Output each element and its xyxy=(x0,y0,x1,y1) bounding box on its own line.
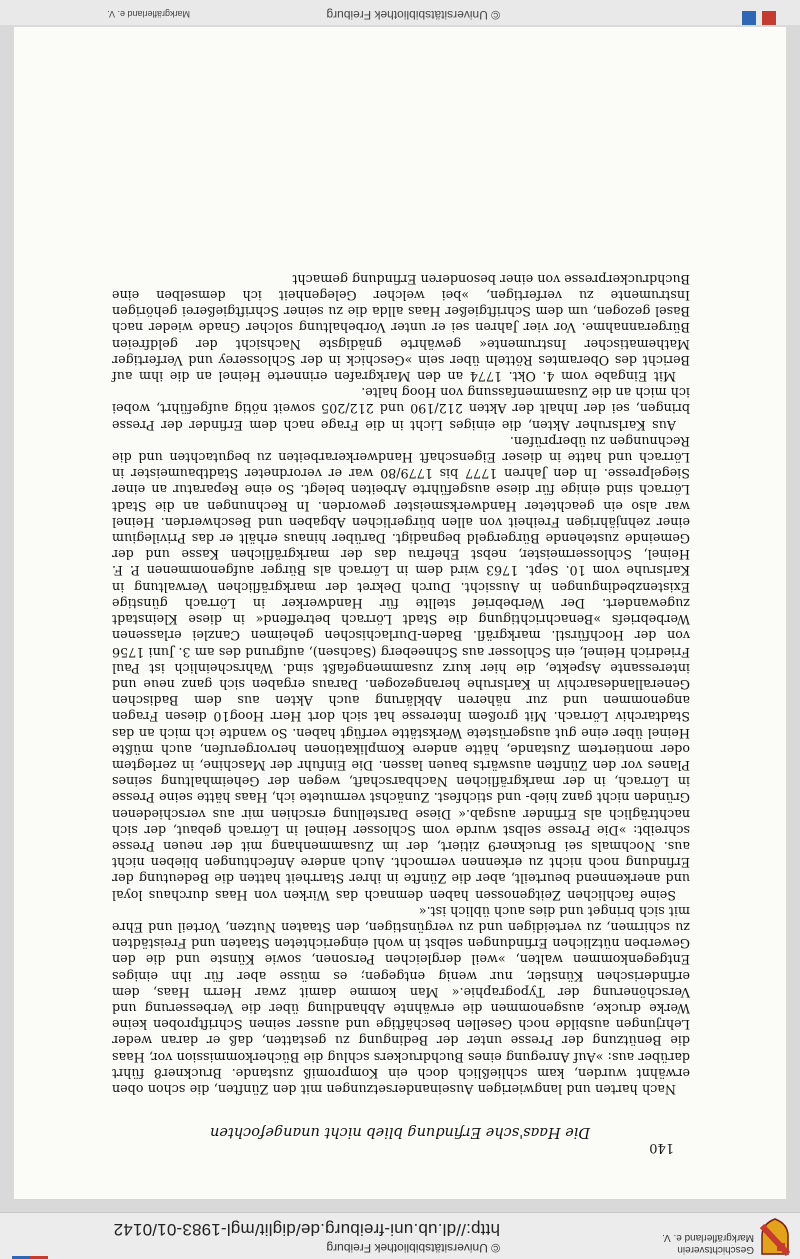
paragraph: Aus Karlsruher Akten, die einiges Licht in die Frage nach dem Erfinder der Presse bringen, sei der Inhalt der Akten 212/190 und 212/205 soweit nötig aufgeführt, wobei ich mich an die Zusammenfassung von Hoog halte. xyxy=(112,385,690,433)
association-line-1: Geschichtsverein xyxy=(677,1244,754,1255)
body-text xyxy=(112,271,690,1097)
accent-block-blue xyxy=(742,11,756,25)
association-line-2: Markgräflerland e. V. xyxy=(662,1232,754,1243)
header-bar xyxy=(0,1212,800,1259)
paragraph: Mit Eingabe vom 4. Okt. 1774 an den Markgrafen erinnerte Heinel an die ihm auf Bericht des Oberamtes Rötteln über sein »Geschick in der Schlosserey und Verfertiger Mathematischer Instrumente« gewährte gnädigste Nachsicht der geldfreien Bürgerannahme. Vor vier Jahren sei er unter Vorbehaltung solcher Gnade wieder nach Basel gezogen, um dem Schriftgießer Haas allda die zu seiner Schriftgießerei gehörigen Instrumente zu verfertigen, »bei welcher Gelegenheit ich demselben eine Buchdruckerpresse von einer besonderen Erfindung gemacht xyxy=(112,271,690,385)
library-credit: © Universitätsbibliothek Freiburg xyxy=(326,1241,500,1255)
accent-block-red xyxy=(762,11,776,25)
paragraph: Nach harten und langwierigen Auseinandersetzungen mit den Zünften, die schon oben erwähnt wurden, kam schließlich doch ein Kompromiß zustande. Bruckner8 führt darüber aus: »Auf Anregung eines Buchdruckers schlug die Bücherkommission vor, Haas die Benützung der Presse unter der Bedingung zu gestatten, daß er daran weder Lehrjungen ausbilde noch Gesellen beschäftige und ausser seinen Schriftproben keine Werke drucke, ausgenommen die erwähnte Abhandlung über die Verbesserung und Verschönerung der Typographie.« Man komme damit zwar Herrn Haas, dem erfinderischen Künstler, nur wenig entgegen; es müsse aber für ihn einiges Entgegenkommen walten, »weil dergleichen Personen, sowie Künste und die den Gewerben nützlichen Erfindungen selbst in wohl eingerichteten Staaten und Freistädten zu schirmen, zu verteidigen und zu vergünstigen, den Staaten Nutzen, Vorteil und Ehre mit sich bringet und dies auch üblich ist.« xyxy=(112,903,690,1097)
footer-library-credit: © Universitätsbibliothek Freiburg xyxy=(326,8,500,22)
section-title: Die Haas'sche Erfindung blieb nicht unangefochten xyxy=(210,1124,591,1140)
page-number: 140 xyxy=(649,1140,674,1155)
document-url[interactable]: http://dl.ub.uni-freiburg.de/diglit/mgl-1983-01/0142 xyxy=(113,1220,500,1239)
footer-association: Markgräflerland e. V. xyxy=(107,9,190,19)
paragraph: Seine fachlichen Zeitgenossen haben demnach das Wirken von Haas durchaus loyal und anerkennend beurteilt, aber die Zünfte in ihrer Starrheit hatten die Bedeutung der Erfindung noch nicht zu erkennen vermocht. Auch andere Anfechtungen blieben nicht aus. Nochmals sei Bruckner9 zitiert, der im Zusammenhang mit der neuen Presse schreibt: »Die Presse selbst wurde vom Schlosser Heinel in Lörrach gebaut, der sich nachträglich als Erfinder ausgab.« Diese Darstellung erschien mir aus verschiedenen Gründen nicht ganz hieb- und stichfest. Zunächst vermutete ich, Haas hätte seine Presse in Lörrach, in der markgräflichen Nachbarschaft, wegen der Geheimhaltung seines Planes vor den Zünften auswärts bauen lassen. Die Einfuhr der Maschine, in zerlegtem oder montiertem Zustande, hätte andere Komplikationen hervorgerufen, auch müßte Heinel über eine gut ausgerüstete Werkstätte verfügt haben. So wandte ich mich an das Stadtarchiv Lörrach. Mit großem Interesse hat sich dort Herr Hoog10 diesen Fragen angenommen und zur näheren Abklärung auch Akten aus dem Badischen Generallandesarchiv in Karlsruhe herangezogen. Daraus ergaben sich ganz neue und interessante Aspekte, die hier kurz zusammengefaßt sind. Wahrscheinlich ist Paul Friedrich Heinel, ein Schlosser aus Schneeberg (Sachsen), aufgrund des am 3. Juni 1756 von der Hochfürstl. markgräfl. Baden-Durlachischen geheimen Canzlei erlassenen Werbebriefs »Benachrichtigung die Stadt Lörrach betreffend« in diese Kleinstadt zugewandert. Der Werbebrief stellte für Handwerker in Lörrach günstige Existenzbedingungen in Aussicht. Durch Dekret der markgräflichen Verwaltung in Karlsruhe vom 10. Sept. 1763 wird dem in Lörrach als Bürger aufgenommenen P. F. Heinel, Schlossermeister, nebst Ehefrau das der markgräflichen Kasse und der Gemeinde zustehende Bürgergeld begnadigt. Darüber hinaus erhält er das Privilegium einer zehnjährigen Freiheit von allen bürgerlichen Abgaben und Beschwerden. Heinel war also ein geachteter Handwerksmeister geworden. In Rechnungen an die Stadt Lörrach sind einige für diese ausgeführte Arbeiten belegt. So eine Reparatur an einer Siegelpresse. In den Jahren 1777 bis 1779/80 war er verordneter Stadtbaumeister in Lörrach und hatte in dieser Eigenschaft Handwerkerarbeiten zu begutachten und die Rechnungen zu überprüfen. xyxy=(112,433,690,903)
footer-bar xyxy=(0,0,800,25)
association-name xyxy=(662,1231,754,1255)
coat-of-arms-icon xyxy=(760,1218,790,1256)
